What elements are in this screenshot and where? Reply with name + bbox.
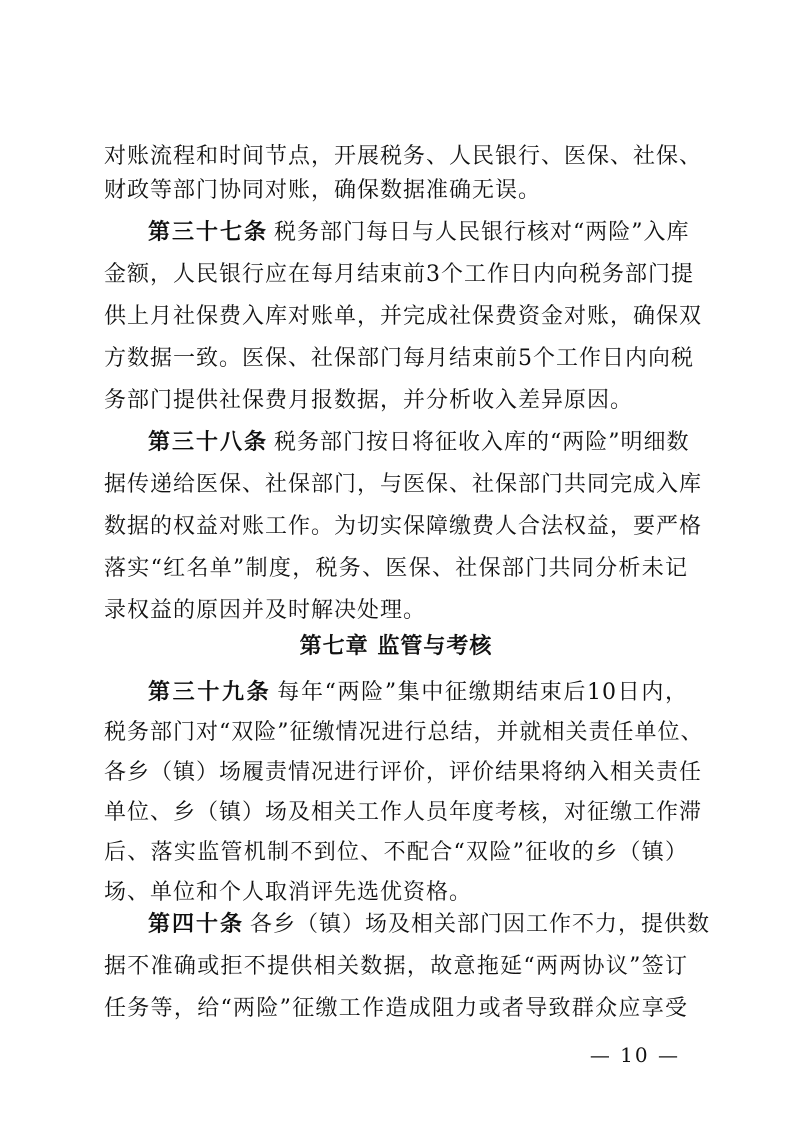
- article-39-first-line: [148, 676, 688, 710]
- text-line: 任务等，给“两险”征缴工作造成阻力或者导致群众应享受: [104, 996, 688, 1021]
- text-line: 录权益的原因并及时解决处理。: [104, 598, 427, 623]
- article-37-first-line: [148, 216, 688, 250]
- text-line: 后、落实监管机制不到位、不配合“双险”征收的乡（镇）: [104, 840, 688, 865]
- text-line: 务部门提供社保费月报数据，并分析收入差异原因。: [104, 388, 634, 413]
- text-line: 税务部门每日与人民银行核对“两险”入库: [274, 220, 690, 245]
- article-40-label: 第四十条: [148, 912, 245, 937]
- article-39-label: 第三十九条: [148, 680, 272, 705]
- text-line: 各乡（镇）场及相关部门因工作不力，提供数: [250, 912, 711, 937]
- text-line: 税务部门对“双险”征缴情况进行总结，并就相关责任单位、: [104, 720, 704, 745]
- text-line: 场、单位和个人取消评先选优资格。: [104, 880, 473, 905]
- text-line: 供上月社保费入库对账单，并完成社保费资金对账，确保双: [104, 304, 703, 329]
- article-40-first-line: [148, 908, 711, 942]
- text-line: 金额，人民银行应在每月结束前3个工作日内向税务部门提: [104, 262, 694, 287]
- text-line: 对账流程和时间节点，开展税务、人民银行、医保、社保、: [104, 144, 703, 169]
- text-line: 每年“两险”集中征缴期结束后10日内，: [277, 680, 688, 705]
- page-number: — 10 —: [589, 1043, 680, 1067]
- article-38-first-line: [148, 426, 688, 460]
- text-line: 据传递给医保、社保部门，与医保、社保部门共同完成入库: [104, 472, 703, 497]
- text-line: 单位、乡（镇）场及相关工作人员年度考核，对征缴工作滞: [104, 800, 703, 825]
- text-line: 据不准确或拒不提供相关数据，故意拖延“两两协议”签订: [104, 954, 688, 979]
- article-37-label: 第三十七条: [148, 220, 269, 245]
- text-line: 各乡（镇）场履责情况进行评价，评价结果将纳入相关责任: [104, 760, 703, 785]
- text-line: 税务部门按日将征收入库的“两险”明细数: [274, 430, 690, 455]
- article-38-label: 第三十八条: [148, 430, 269, 455]
- text-line: 方数据一致。医保、社保部门每月结束前5个工作日内向税: [104, 346, 694, 371]
- text-line: 财政等部门协同对账，确保数据准确无误。: [104, 178, 542, 203]
- text-line: 落实“红名单”制度，税务、医保、社保部门共同分析未记: [104, 556, 688, 581]
- text-line: 数据的权益对账工作。为切实保障缴费人合法权益，要严格: [104, 514, 703, 539]
- chapter-heading: 第七章 监管与考核: [299, 634, 493, 659]
